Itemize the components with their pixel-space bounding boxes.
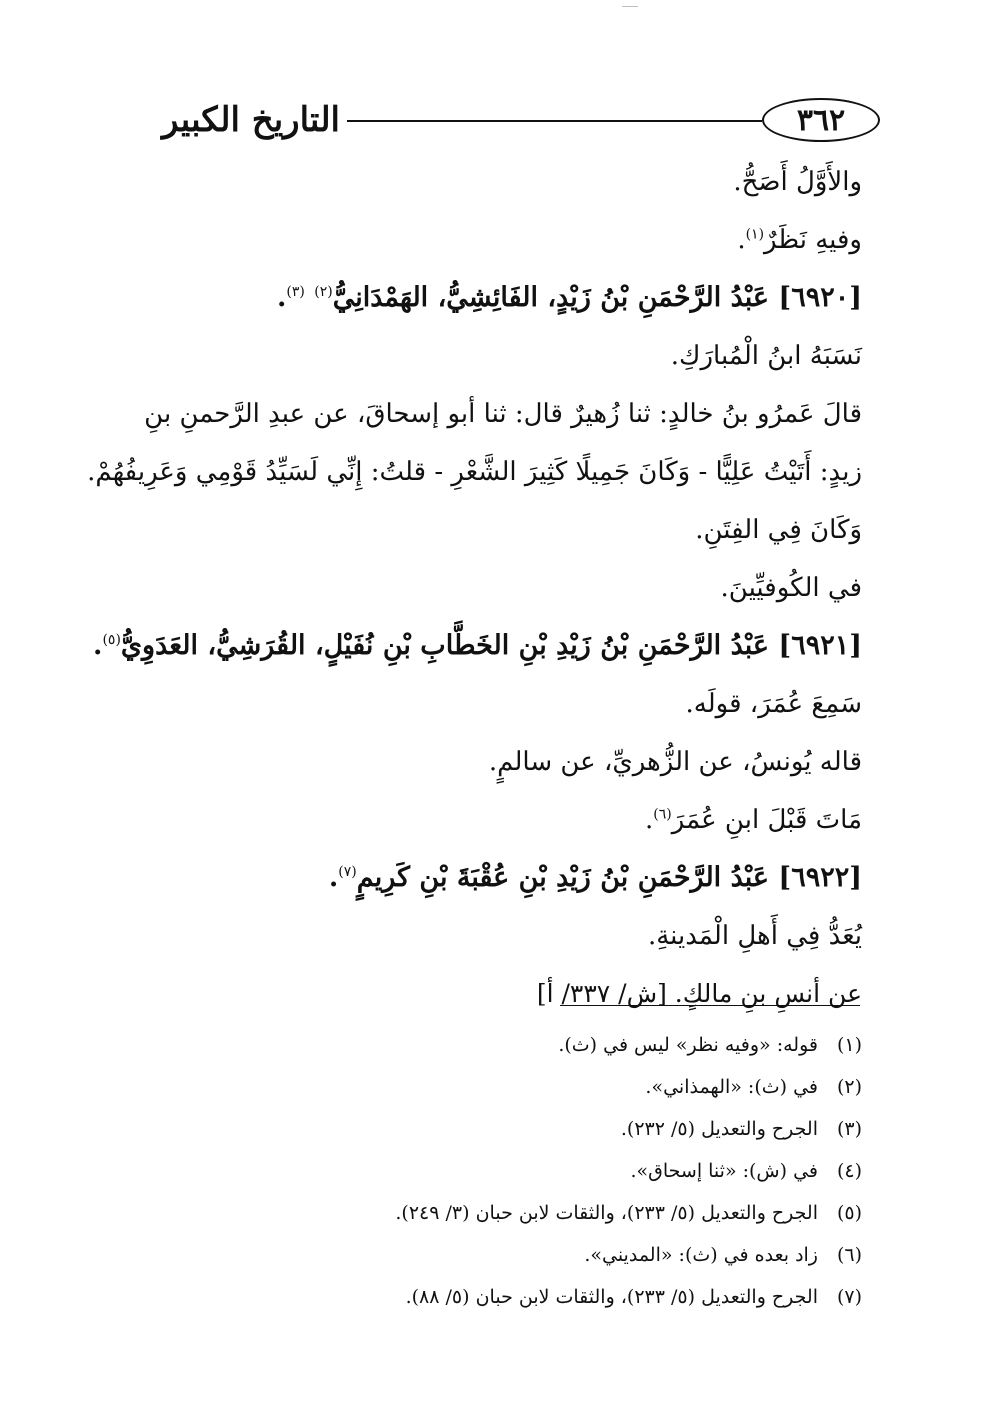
footnote-number: (٤) bbox=[836, 1160, 862, 1182]
footnote-number: (٣) bbox=[836, 1118, 862, 1140]
footnote-number: (١) bbox=[836, 1034, 862, 1056]
page-number: ٣٦٢ bbox=[762, 98, 880, 142]
body-line: نَسَبَهُ ابنُ الْمُبارَكِ. bbox=[670, 341, 862, 371]
footnote-number: (٧) bbox=[836, 1286, 862, 1308]
header-rule bbox=[347, 120, 762, 122]
body-line: قاله يُونسُ، عن الزُّهريِّ، عن سالمٍ. bbox=[488, 747, 862, 777]
footnote-marker: (٣) bbox=[286, 284, 305, 300]
footnote-item bbox=[645, 1072, 862, 1102]
entry-heading: [٦٩٢١] عَبْدُ الرَّحْمَنِ بْنُ زَيْدِ بْنِ الخَطَّابِ بْنِ نُفَيْلٍ، القُرَشِيُّ، العَدَوِيُّ$^{(٥)}$. bbox=[93, 630, 862, 661]
entry-heading: [٦٩٢٢] عَبْدُ الرَّحْمَنِ بْنُ زَيْدِ بْنِ عُقْبَةَ بْنِ كَرِيمٍ$^{(٧)}$. bbox=[328, 862, 862, 893]
footnote-item bbox=[621, 1114, 862, 1144]
footnote-text: زاد بعده في (ث): «المديني». bbox=[584, 1244, 818, 1266]
footnote-marker: (٥) bbox=[102, 632, 121, 648]
footnote-text: في (ث): «الهمذاني». bbox=[645, 1076, 818, 1098]
footnote-marker: (٦) bbox=[653, 806, 672, 823]
footnote-item bbox=[558, 1030, 862, 1060]
body-line: قالَ عَمرُو بنُ خالدٍ: ثنا زُهيرٌ قال: ثنا أبو إسحاقَ، عن عبدِ الرَّحمنِ بنِ bbox=[144, 399, 862, 429]
footnote-number: (٦) bbox=[836, 1244, 862, 1266]
body-line: زيدٍ: أَتَيْتُ عَلِيًّا - وَكَانَ جَمِيلًا كَثِيرَ الشَّعْرِ - قلتُ: إِنِّي لَسَيِّدُ قَوْمِي وَعَرِيفُهُمْ. bbox=[87, 457, 862, 487]
footnote-item bbox=[395, 1198, 862, 1228]
body-line: مَاتَ قَبْلَ ابنِ عُمَرَ$^{(٦)}$. bbox=[645, 805, 862, 835]
footnote-item bbox=[584, 1240, 862, 1270]
footnote-number: (٥) bbox=[836, 1202, 862, 1224]
footnote-marker: (١) bbox=[745, 226, 765, 243]
entry-heading: [٦٩٢٠] عَبْدُ الرَّحْمَنِ بْنُ زَيْدٍ، الفَائِشِيُّ، الهَمْدَانِيُّ$^{(٢)}$ $^{(٣)}$. bbox=[276, 282, 862, 313]
body-line: سَمِعَ عُمَرَ، قولَه. bbox=[685, 689, 862, 719]
footnote-item bbox=[630, 1156, 862, 1186]
footnote-text: في (ش): «ثنا إسحاق». bbox=[630, 1160, 818, 1182]
footnote-text: الجرح والتعديل (٥/ ٢٣٢). bbox=[620, 1118, 818, 1140]
footnote-text: الجرح والتعديل (٥/ ٢٣٣)، والثقات لابن حبان (٥/ ٨٨). bbox=[405, 1286, 818, 1308]
top-tick-mark bbox=[622, 6, 638, 7]
footnote-number: (٢) bbox=[836, 1076, 862, 1098]
body-line: عن أنسِ بنِ مالكٍ. [ش/ ٣٣٧/ أ] bbox=[536, 979, 862, 1008]
body-line: وَكَانَ فِي الفِتَنِ. bbox=[695, 515, 862, 545]
footnote-marker: (٧) bbox=[338, 864, 357, 880]
footnote-rule bbox=[560, 1005, 860, 1006]
body-line: في الكُوفيِّينَ. bbox=[720, 573, 862, 603]
book-title: التاريخ الكبير bbox=[162, 100, 340, 140]
page-header bbox=[120, 96, 880, 152]
body-line: والأَوَّلُ أَصَحُّ. bbox=[733, 167, 862, 197]
body-line: يُعَدُّ فِي أَهلِ الْمَدينةِ. bbox=[647, 921, 862, 951]
footnote-item bbox=[406, 1282, 862, 1312]
footnote-text: قوله: «وفيه نظر» ليس في (ث). bbox=[558, 1034, 818, 1056]
footnote-text: الجرح والتعديل (٥/ ٢٣٣)، والثقات لابن حبان (٣/ ٢٤٩). bbox=[395, 1202, 818, 1224]
body-line: وفيهِ نَظَرٌ$^{(١)}$. bbox=[737, 225, 862, 255]
footnote-marker: (٢) bbox=[314, 284, 333, 300]
